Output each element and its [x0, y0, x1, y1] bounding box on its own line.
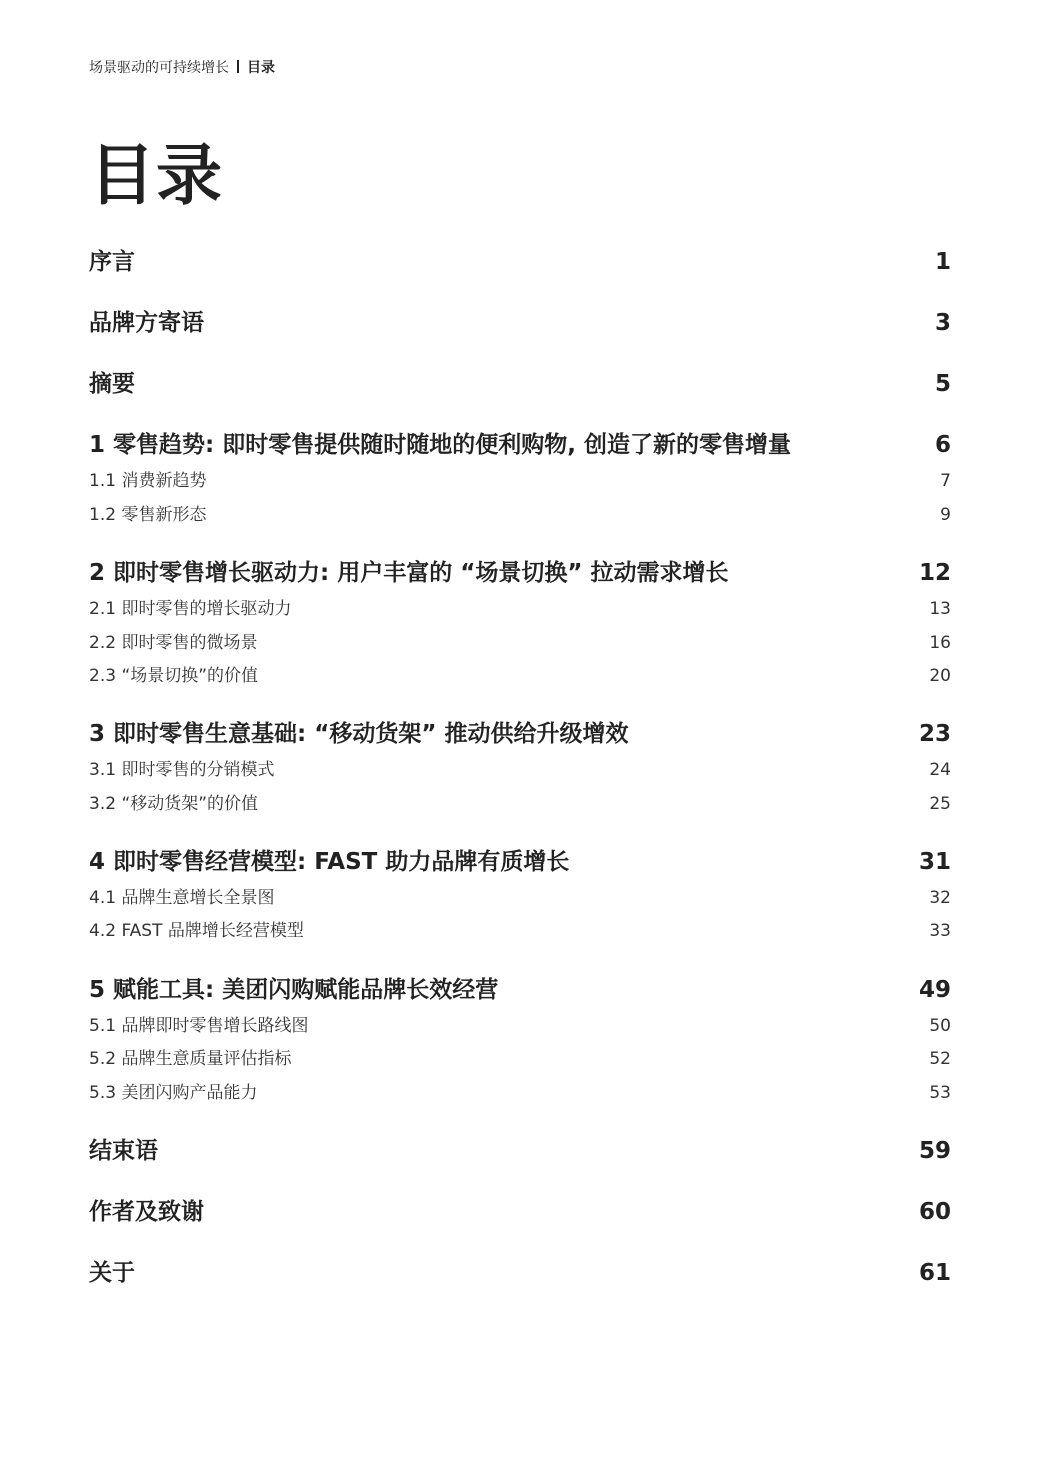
toc-entry-label: 结束语	[89, 1138, 158, 1164]
toc-subentry-page: 9	[940, 505, 951, 525]
toc-entry-page: 59	[918, 1138, 951, 1164]
toc-entry-label: 品牌方寄语	[89, 310, 204, 336]
toc-entry-label: 关于	[89, 1260, 135, 1286]
toc-entry-page: 6	[934, 432, 951, 458]
toc-subentry[interactable]	[89, 885, 951, 911]
toc-entry[interactable]	[89, 428, 951, 462]
toc-subentry-page: 53	[929, 1083, 951, 1103]
toc-entry-label: 2 即时零售增长驱动力: 用户丰富的 “场景切换” 拉动需求增长	[89, 560, 729, 586]
toc-entry-page: 5	[934, 371, 951, 397]
toc-entry[interactable]	[89, 717, 951, 751]
toc-subentry-page: 50	[929, 1016, 951, 1036]
toc-subentry-page: 32	[929, 888, 951, 908]
toc-entry[interactable]	[89, 1256, 951, 1290]
header-section: 目录	[247, 60, 275, 76]
toc-entry-page: 31	[918, 849, 951, 875]
toc-entry-label: 摘要	[89, 371, 135, 397]
toc-subentry[interactable]	[89, 596, 951, 622]
toc-subentry-label: 1.1 消费新趋势	[89, 471, 207, 491]
header-separator	[237, 60, 239, 73]
toc-entry-label: 4 即时零售经营模型: FAST 助力品牌有质增长	[89, 849, 570, 875]
toc-entry-page: 3	[934, 310, 951, 336]
toc-entry[interactable]	[89, 367, 951, 401]
toc-subentry[interactable]	[89, 1046, 951, 1072]
toc-subentry-page: 16	[929, 633, 951, 653]
toc-subentry[interactable]	[89, 1080, 951, 1106]
toc-subentry-page: 7	[940, 471, 951, 491]
toc-subentry-page: 13	[929, 599, 951, 619]
running-header	[89, 58, 275, 78]
toc-entry-label: 5 赋能工具: 美团闪购赋能品牌长效经营	[89, 977, 499, 1003]
toc-subentry-page: 25	[929, 794, 951, 814]
toc-entry-page: 1	[934, 249, 951, 275]
toc-entry-label: 3 即时零售生意基础: “移动货架” 推动供给升级增效	[89, 721, 629, 747]
toc-entry-page: 60	[918, 1199, 951, 1225]
toc-subentry-page: 33	[929, 921, 951, 941]
toc-entry-page: 49	[918, 977, 951, 1003]
header-doc-title: 场景驱动的可持续增长	[89, 60, 229, 76]
toc-subentry-label: 2.3 “场景切换”的价值	[89, 666, 259, 686]
toc-entry[interactable]	[89, 845, 951, 879]
toc-subentry[interactable]	[89, 791, 951, 817]
toc-subentry[interactable]	[89, 630, 951, 656]
toc-subentry-page: 20	[929, 666, 951, 686]
toc-entry-page: 12	[918, 560, 951, 586]
toc-entry[interactable]	[89, 306, 951, 340]
page-title: 目录	[89, 137, 223, 214]
toc-subentry[interactable]	[89, 502, 951, 528]
toc-subentry-label: 5.3 美团闪购产品能力	[89, 1083, 258, 1103]
toc-entry[interactable]	[89, 556, 951, 590]
toc-subentry-label: 1.2 零售新形态	[89, 505, 207, 525]
toc-subentry-label: 5.1 品牌即时零售增长路线图	[89, 1016, 309, 1036]
toc-entry-page: 23	[918, 721, 951, 747]
toc-subentry-label: 3.2 “移动货架”的价值	[89, 794, 259, 814]
toc-subentry[interactable]	[89, 757, 951, 783]
toc-entry[interactable]	[89, 973, 951, 1007]
toc-entry-label: 序言	[89, 249, 135, 275]
toc-entry[interactable]	[89, 1195, 951, 1229]
toc-entry-label: 作者及致谢	[89, 1199, 204, 1225]
toc-subentry[interactable]	[89, 918, 951, 944]
toc-subentry[interactable]	[89, 1013, 951, 1039]
toc-subentry[interactable]	[89, 468, 951, 494]
toc-entry[interactable]	[89, 245, 951, 279]
toc-entry-page: 61	[918, 1260, 951, 1286]
toc-entry[interactable]	[89, 1134, 951, 1168]
toc-subentry-page: 52	[929, 1049, 951, 1069]
toc-subentry-label: 4.1 品牌生意增长全景图	[89, 888, 275, 908]
toc-subentry[interactable]	[89, 663, 951, 689]
toc-subentry-label: 4.2 FAST 品牌增长经营模型	[89, 921, 304, 941]
toc-subentry-label: 3.1 即时零售的分销模式	[89, 760, 275, 780]
toc-subentry-label: 5.2 品牌生意质量评估指标	[89, 1049, 292, 1069]
toc-subentry-label: 2.2 即时零售的微场景	[89, 633, 258, 653]
toc-subentry-page: 24	[929, 760, 951, 780]
toc-subentry-label: 2.1 即时零售的增长驱动力	[89, 599, 292, 619]
toc-entry-label: 1 零售趋势: 即时零售提供随时随地的便利购物, 创造了新的零售增量	[89, 432, 791, 458]
